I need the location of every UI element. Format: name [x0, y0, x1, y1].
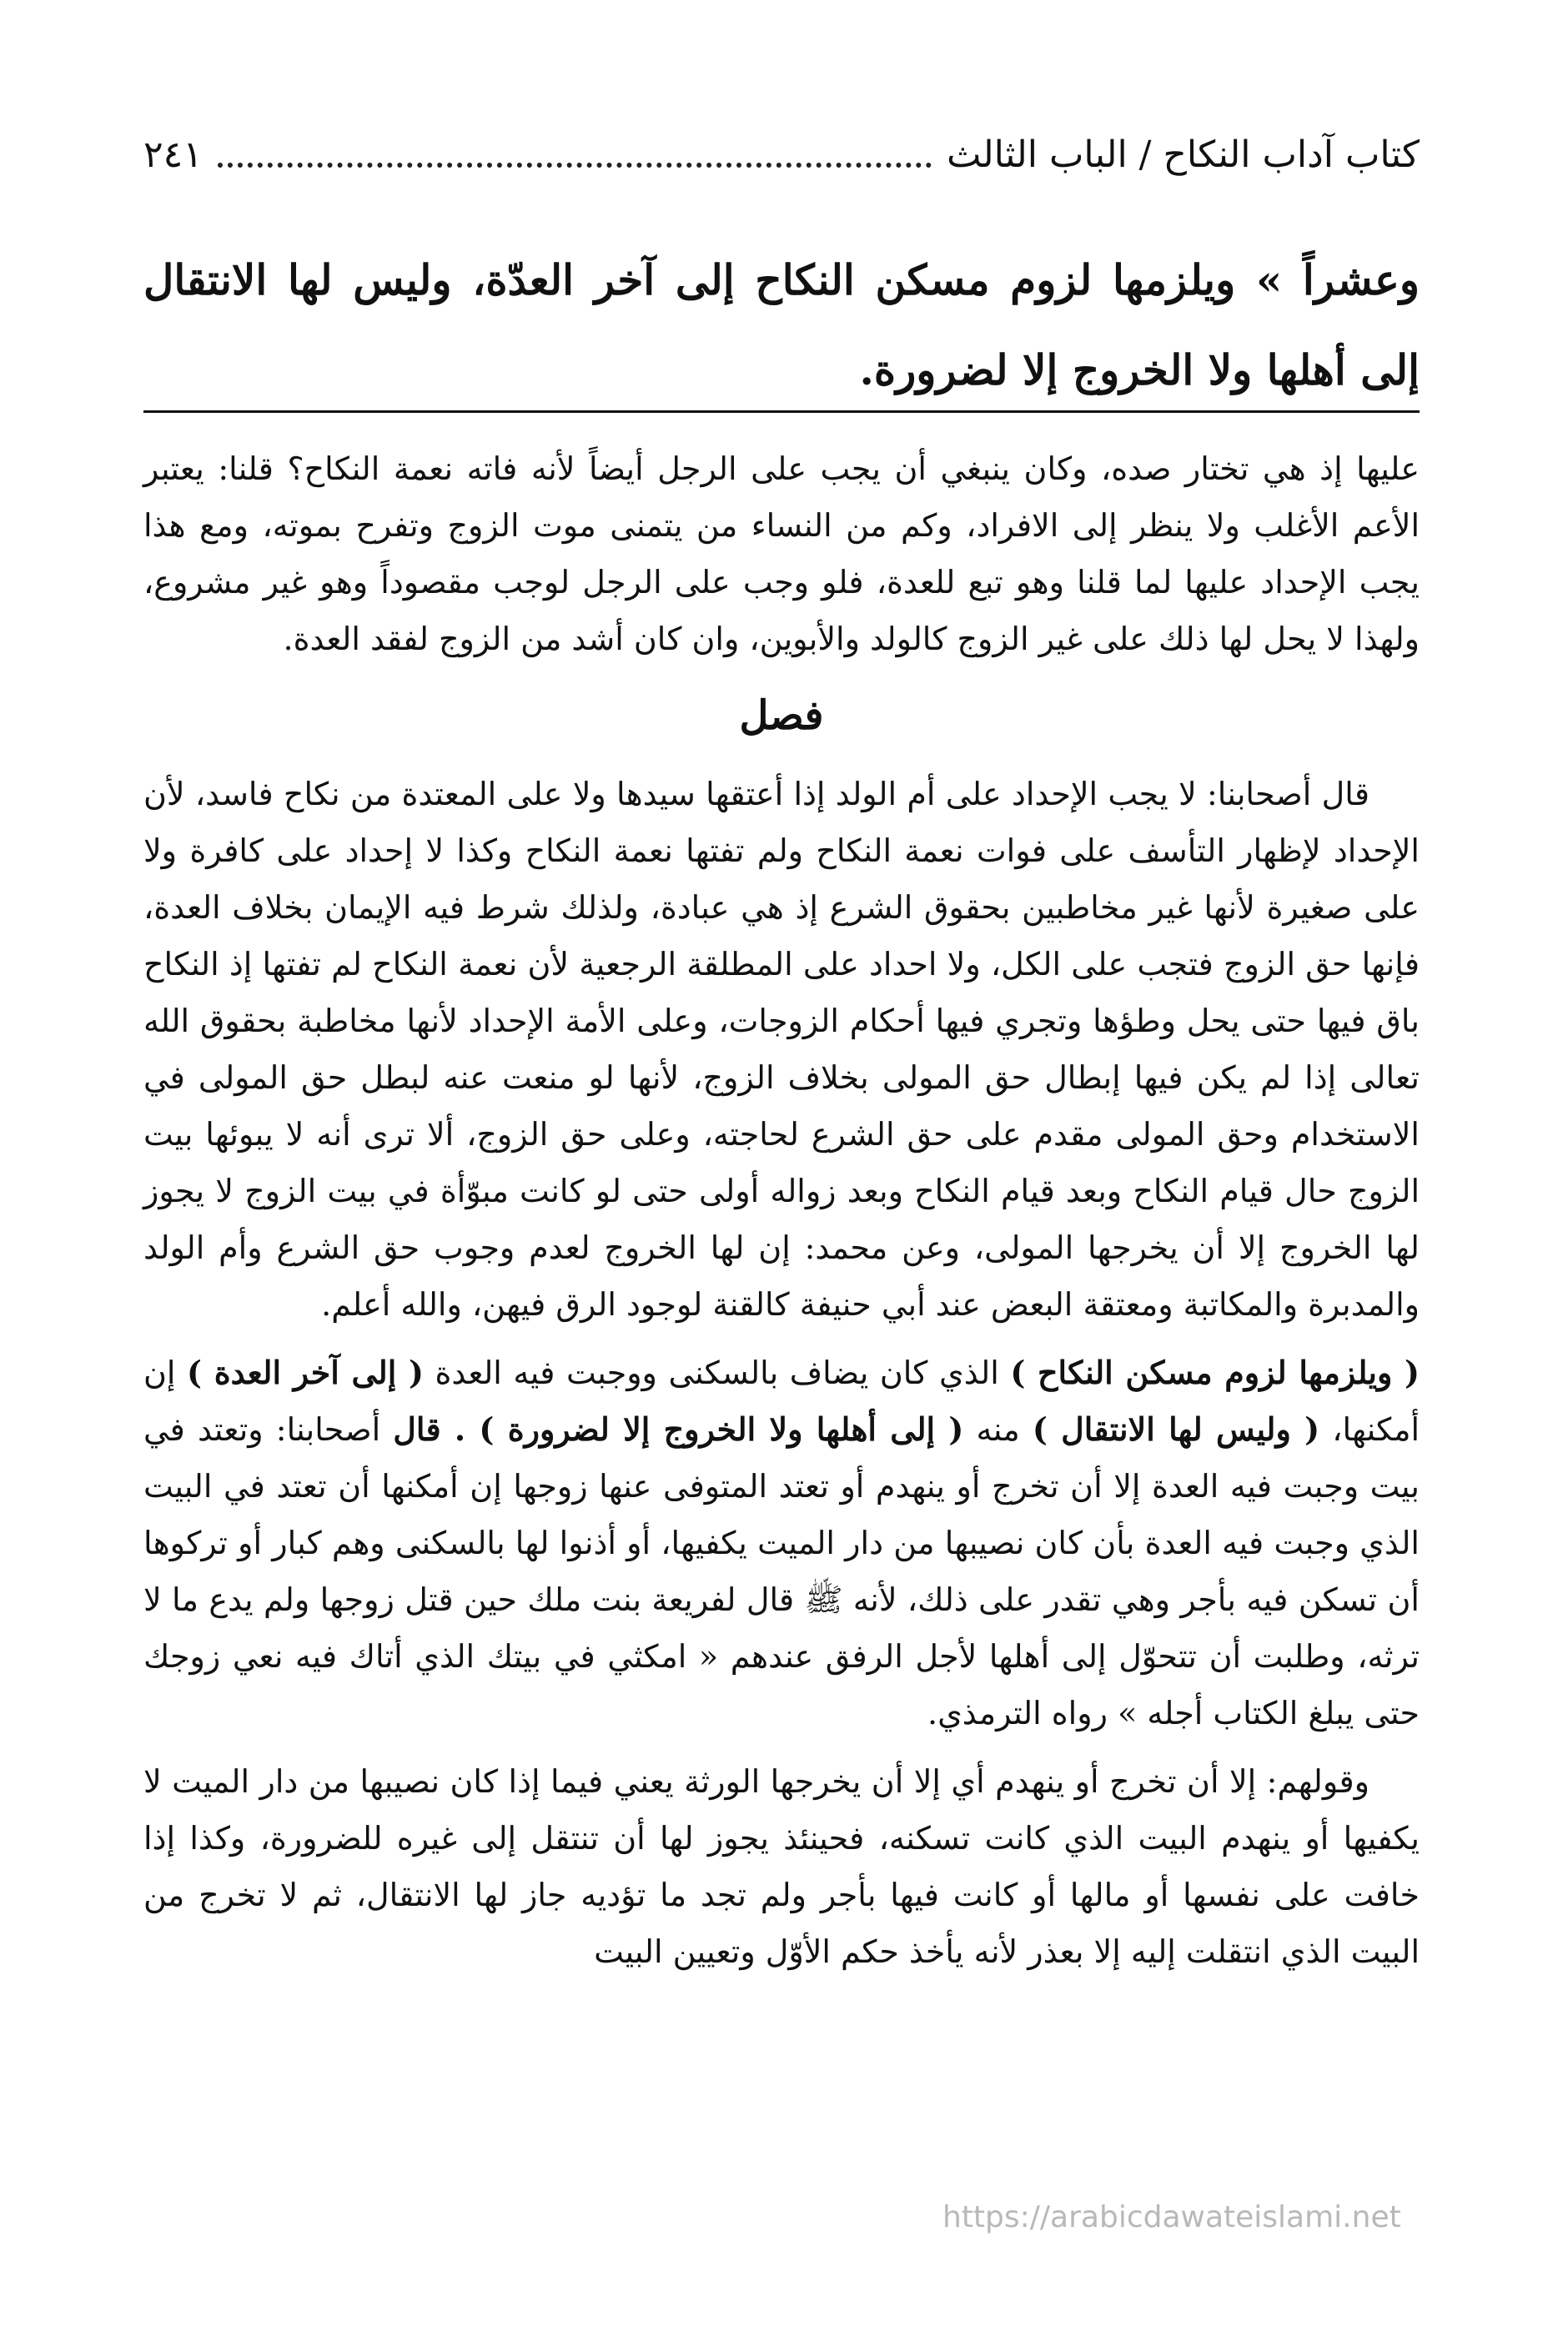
- section-heading: فصل: [739, 692, 824, 739]
- quoted-matn: ( إلى أهلها ولا الخروج إلا لضرورة ) . قال: [393, 1410, 964, 1448]
- commentary-body: [143, 440, 1420, 1992]
- page-number: ٢٤١: [143, 133, 203, 176]
- commentary-paragraph: وقولهم: إلا أن تخرج أو ينهدم أي إلا أن يخرجها الورثة يعني فيما إذا كان نصيبها من دار الميت لا يكفيها أو ينهدم البيت الذي كانت تسكنه، فحينئذ يجوز لها أن تنتقل إلى غيره للضرورة، وكذا إذا خافت على نفسها أو مالها أو كانت فيها بأجر ولم تجد ما تؤديه جاز لها الانتقال، ثم لا تخرج من البيت الذي انتقلت إليه إلا بعذر لأنه يأخذ حكم الأوّل وتعيين البيت: [143, 1763, 1420, 1970]
- matn-text: وعشراً » ويلزمها لزوم مسكن النكاح إلى آخر العدّة، وليس لها الانتقال إلى أهلها ولا الخروج إلا لضرورة.: [143, 255, 1420, 395]
- quoted-matn: ( وليس لها الانتقال ): [1032, 1410, 1320, 1448]
- commentary-text: إن أمكنها،: [143, 1354, 1420, 1448]
- commentary-text: الذي كان يضاف بالسكنى ووجبت فيه العدة: [423, 1354, 1011, 1391]
- chapter-title: كتاب آداب النكاح / الباب الثالث: [947, 133, 1420, 176]
- site-watermark: https://arabicdawateislami.net: [942, 2200, 1401, 2234]
- commentary-paragraph: قال أصحابنا: لا يجب الإحداد على أم الولد إذا أعتقها سيدها ولا على المعتدة من نكاح فاسد، لأن الإحداد لإظهار التأسف على فوات نعمة النكاح ولم تفتها نعمة النكاح وكذا لا إحداد على كافرة ولا على صغيرة لأنها غير مخاطبين بحقوق الشرع إذ هي عبادة، ولذلك شرط فيه الإيمان بخلاف العدة، فإنها حق الزوج فتجب على الكل، ولا احداد على المطلقة الرجعية لأن نعمة النكاح لم تفتها إذ النكاح باق فيها حتى يحل وطؤها وتجري فيها أحكام الزوجات، وعلى الأمة الإحداد لأنها مخاطبة بحقوق الله تعالى إذا لم يكن فيها إبطال حق المولى بخلاف الزوج، لأنها لو منعت عنه لبطل حق المولى في الاستخدام وحق المولى مقدم على حق الشرع لحاجته، وعلى حق الزوج، ألا ترى أنه لا يبوئها بيت الزوج حال قيام النكاح وبعد قيام النكاح وبعد زواله أولى حتى لو كانت مبوّأة في بيت الزوج لا يجوز لها الخروج إلا أن يخرجها المولى، وعن محمد: إن لها الخروج لعدم وجوب حق الشرع وأم الولد والمدبرة والمكاتبة ومعتقة البعض عند أبي حنيفة كالقنة لوجود الرق فيهن، والله أعلم.: [143, 776, 1420, 1323]
- separator-rule: [143, 410, 1420, 413]
- running-header: [143, 125, 1420, 183]
- commentary-text: أصحابنا: وتعتد في بيت وجبت فيه العدة إلا أن تخرج أو ينهدم أو تعتد المتوفى عنها زوجها إن أمكنها أن تعتد في البيت الذي وجبت فيه العدة بأن كان نصيبها من دار الميت يكفيها، أو أذنوا لها بالسكنى وهم كبار أو تركوها أن تسكن فيه بأجر وهي تقدر على ذلك، لأنه ﷺ قال لفريعة بنت ملك حين قتل زوجها ولم يدع ما لا ترثه، وطلبت أن تتحوّل إلى أهلها لأجل الرفق عندهم « امكثي في بيتك الذي أتاك فيه نعي زوجك حتى يبلغ الكتاب أجله » رواه الترمذي.: [143, 1411, 1420, 1731]
- commentary-text: منه: [963, 1411, 1033, 1448]
- dotted-leader: [218, 141, 932, 168]
- commentary-paragraph: عليها إذ هي تختار صده، وكان ينبغي أن يجب على الرجل أيضاً لأنه فاته نعمة النكاح؟ قلنا: يعتبر الأعم الأغلب ولا ينظر إلى الافراد، وكم من النساء من يتمنى موت الزوج وتفرح بموته، ومع هذا يجب الإحداد عليها لما قلنا وهو تبع للعدة، فلو وجب على الرجل لوجب مقصوداً وهو غير مشروع، ولهذا لا يحل لها ذلك على غير الزوج كالولد والأبوين، وان كان أشد من الزوج لفقد العدة.: [143, 450, 1420, 657]
- quoted-matn: ( ويلزمها لزوم مسكن النكاح ): [1010, 1354, 1420, 1391]
- commentary-paragraph-quoted: [143, 1344, 1420, 1741]
- quoted-matn: ( إلى آخر العدة ): [187, 1354, 424, 1391]
